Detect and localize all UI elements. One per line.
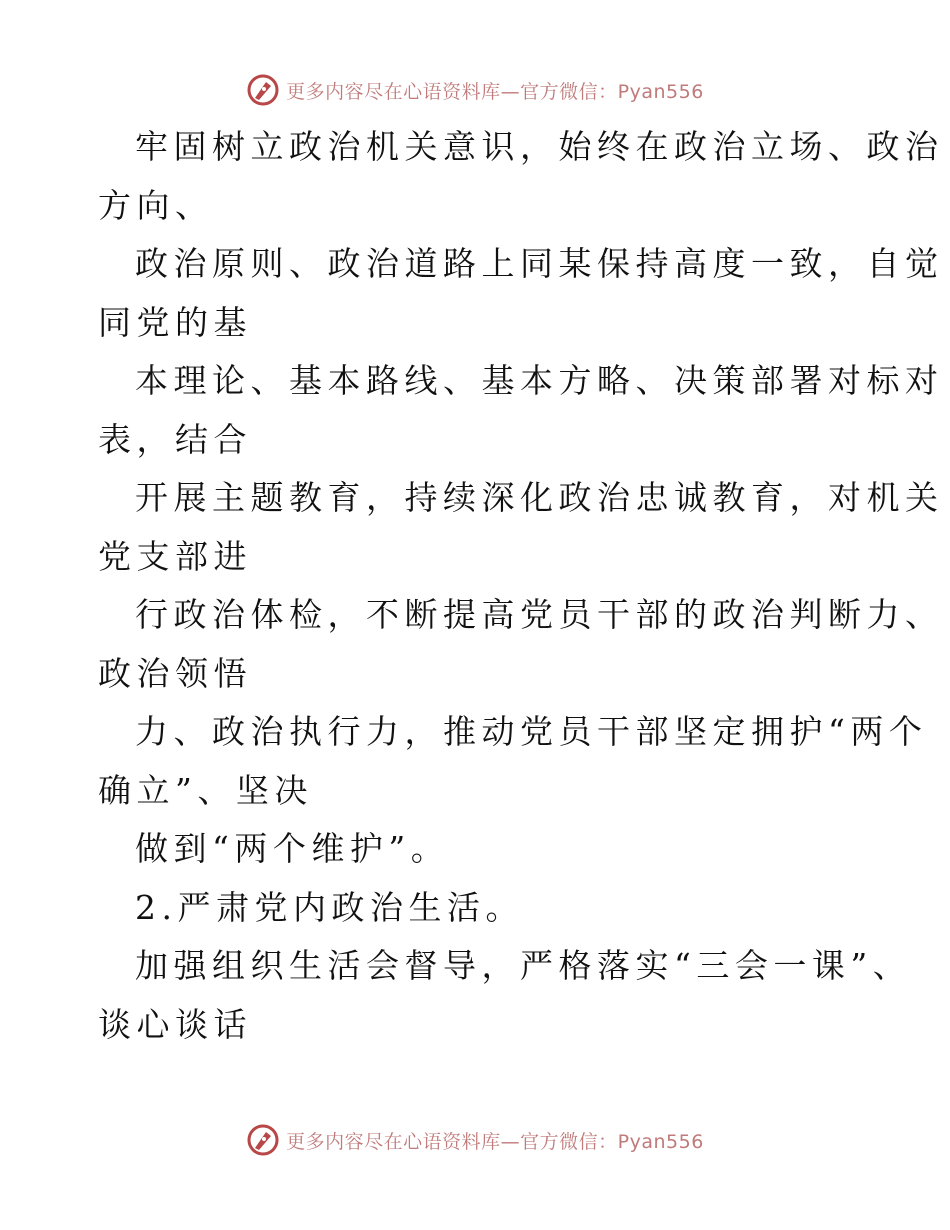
header-watermark-text: 更多内容尽在心语资料库—官方微信：Pyan556 [286, 80, 704, 103]
footer-watermark-text: 更多内容尽在心语资料库—官方微信：Pyan556 [286, 1130, 704, 1153]
paragraph-line: 党支部进 [98, 536, 252, 576]
header-watermark [0, 70, 950, 110]
paragraph-line: 开展主题教育，持续深化政治忠诚教育，对机关 [135, 478, 944, 517]
paragraph-line: 政治原则、政治道路上同某保持高度一致，自觉 [135, 244, 944, 283]
paragraph-line: 方向、 [98, 185, 214, 225]
paragraph-line: 加强组织生活会督导，严格落实“三会一课”、 [135, 946, 912, 985]
paragraph-line: 政治领悟 [98, 653, 252, 693]
document-body [98, 118, 944, 1054]
footer-watermark [0, 1120, 950, 1160]
pen-nib-circle-icon [246, 73, 280, 107]
paragraph-line: 表，结合 [98, 419, 252, 459]
paragraph-line: 力、政治执行力，推动党员干部坚定拥护“两个 [135, 712, 928, 751]
pen-nib-circle-icon [246, 1123, 280, 1157]
paragraph-line: 行政治体检，不断提高党员干部的政治判断力、 [135, 595, 944, 634]
paragraph-line: 确立”、坚决 [98, 770, 313, 810]
paragraph-line: 牢固树立政治机关意识，始终在政治立场、政治 [135, 127, 944, 166]
paragraph-line: 同党的基 [98, 302, 252, 342]
paragraph-line: 谈心谈话 [98, 1004, 252, 1044]
paragraph-line: 做到“两个维护”。 [135, 829, 450, 868]
section-heading: 2.严肃党内政治生活。 [135, 887, 524, 927]
paragraph-line: 本理论、基本路线、基本方略、决策部署对标对 [135, 361, 944, 400]
